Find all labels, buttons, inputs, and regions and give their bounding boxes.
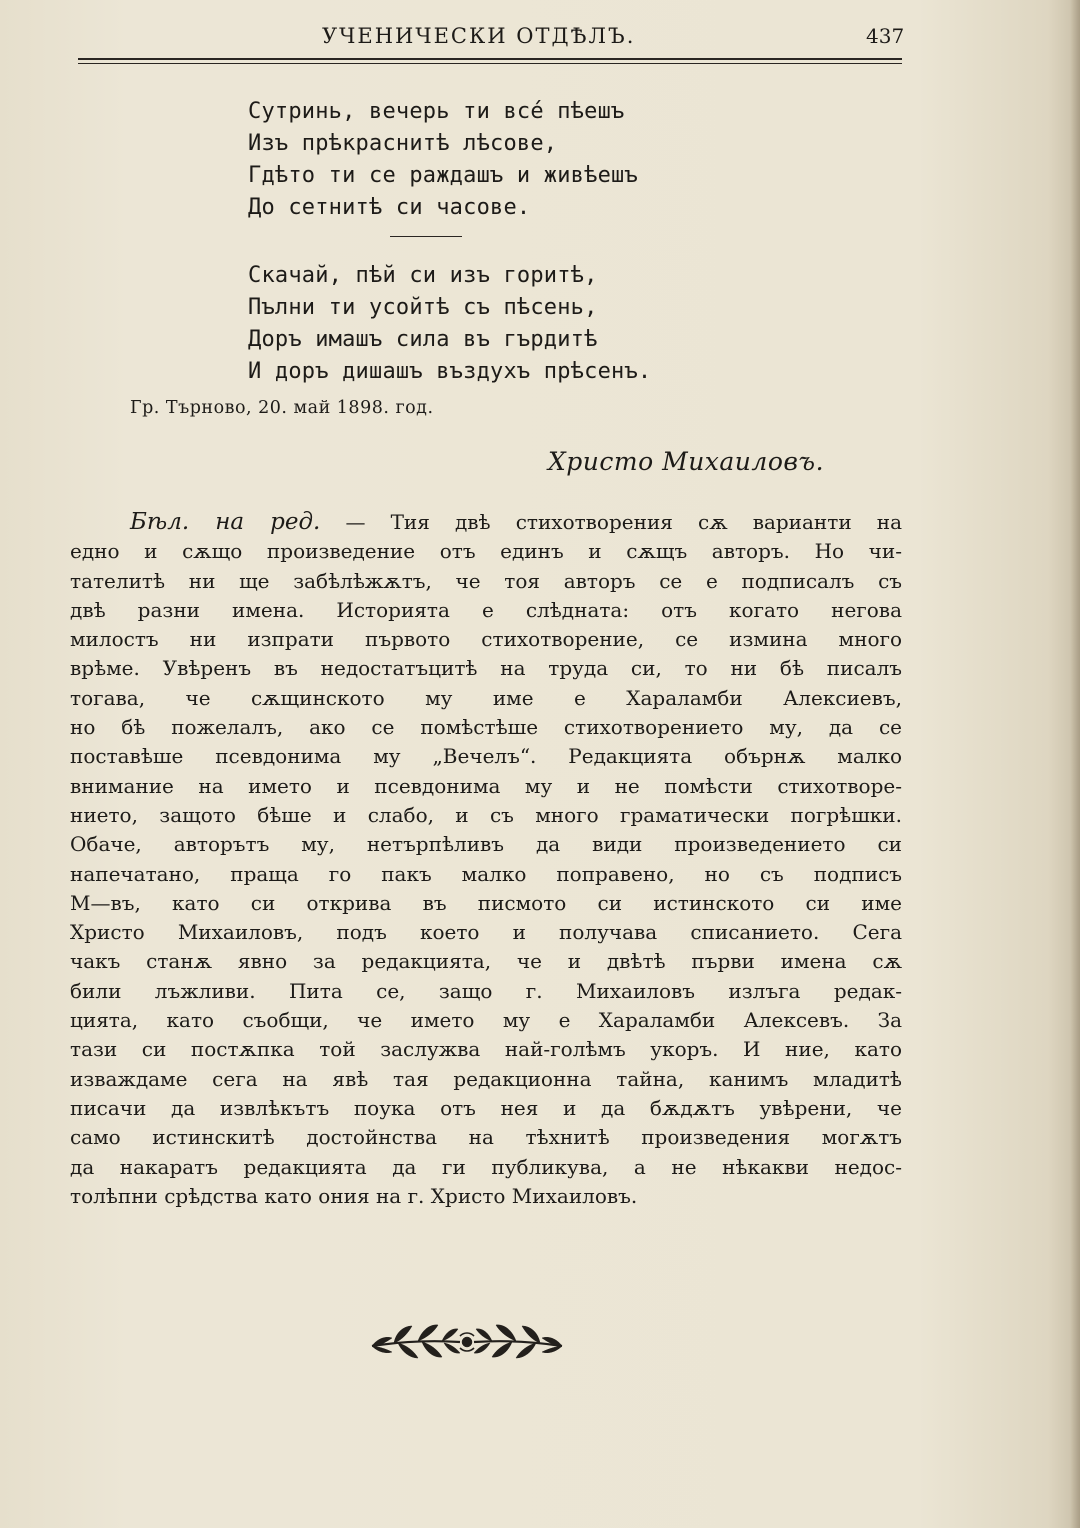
note-line: писачи да извлѣкътъ поука отъ нея и да бѫдѫтъ увѣрени, че <box>70 1095 902 1120</box>
note-line: чакъ станѫ явно за редакцията, че и двѣтѣ първи имена сѫ <box>70 949 902 974</box>
poem-line: Скачай, пѣй си изъ горитѣ, <box>248 263 598 288</box>
note-line: цията, като съобщи, че името му е Хараламби Алексевъ. За <box>70 1008 902 1033</box>
note-line: изваждаме сега на явѣ тая редакционна тайна, канимъ младитѣ <box>70 1066 902 1091</box>
editorial-note <box>70 508 902 1211</box>
note-line: били лъжливи. Пита се, защо г. Михаиловъ излъга редак- <box>70 978 902 1003</box>
note-line <box>70 508 902 537</box>
header-rule-thick <box>78 58 902 60</box>
stanza-divider <box>390 236 462 237</box>
note-line: поставѣше псевдонима му „Вечелъ“. Редакцията обърнѫ малко <box>70 744 902 769</box>
poem-stanza-2 <box>248 260 651 388</box>
note-line: напечатано, праща го пакъ малко поправено, но съ подписъ <box>70 861 902 886</box>
poem-line: И доръ дишашъ въздухъ прѣсенъ. <box>248 359 652 384</box>
note-line: милостъ ни изпрати първото стихотворение, се измина много <box>70 627 902 652</box>
note-line: тази си постѫпка той заслужва най-голѣмъ укоръ. И ние, като <box>70 1037 902 1062</box>
poem-line: Гдѣто ти се раждашъ и живѣешъ <box>248 163 638 188</box>
page-number: 437 <box>866 24 905 48</box>
poem-line: Изъ прѣкраснитѣ лѣсове, <box>248 131 558 156</box>
poem-line: Пълни ти усойтѣ съ пѣсень, <box>248 295 598 320</box>
poem-stanza-1 <box>248 96 638 224</box>
note-line: Христо Михаиловъ, подъ което и получава списанието. Сега <box>70 920 902 945</box>
note-line: да накаратъ редакцията да ги публикува, а не нѣкакви недос- <box>70 1154 902 1179</box>
note-line: внимание на името и псевдонима му и не помѣсти стихотворе- <box>70 773 902 798</box>
note-line: М—въ, като си открива въ писмото си истинското си име <box>70 890 902 915</box>
note-line: само истинскитѣ достойнства на тѣхнитѣ произведения могѫтъ <box>70 1125 902 1150</box>
note-line-text: — Тия двѣ стихотворения сѫ варианти на <box>345 510 903 534</box>
note-line: тателитѣ ни ще забѣлѣжѫтъ, че тоя авторъ се е подписалъ съ <box>70 568 902 593</box>
note-line: Обаче, авторътъ му, нетърпѣливъ да види произведението си <box>70 832 902 857</box>
note-line: тогава, че сѫщинското му име е Хараламби Алексиевъ, <box>70 685 902 710</box>
place-date: Гр. Търново, 20. май 1898. год. <box>130 398 434 418</box>
running-head: УЧЕНИЧЕСКИ ОТДѢЛЪ. <box>322 24 636 48</box>
note-line: но бѣ пожелалъ, ако се помѣстѣше стихотворението му, да се <box>70 715 902 740</box>
floral-ornament-icon <box>368 1316 566 1368</box>
note-line: двѣ разни имена. Историята е слѣдната: отъ когато негова <box>70 597 902 622</box>
poem-line: Сутринь, вечерь ти всé пѣешъ <box>248 99 625 124</box>
author-signature: Христо Михаиловъ. <box>548 447 825 476</box>
note-lead: Бѣл. на ред. <box>130 509 321 535</box>
poem-line: Доръ имашъ сила въ гърдитѣ <box>248 327 598 352</box>
header-rule-thin <box>78 63 902 64</box>
note-line: нието, защото бѣше и слабо, и съ много граматически погрѣшки. <box>70 802 902 827</box>
poem-line: До сетнитѣ си часове. <box>248 195 531 220</box>
note-line: врѣме. Увѣренъ въ недостатъцитѣ на труда си, то ни бѣ писалъ <box>70 656 902 681</box>
note-line: едно и сѫщо произведение отъ единъ и сѫщъ авторъ. Но чи- <box>70 539 902 564</box>
note-line: толѣпни срѣдства като ония на г. Христо Михаиловъ. <box>70 1183 638 1208</box>
